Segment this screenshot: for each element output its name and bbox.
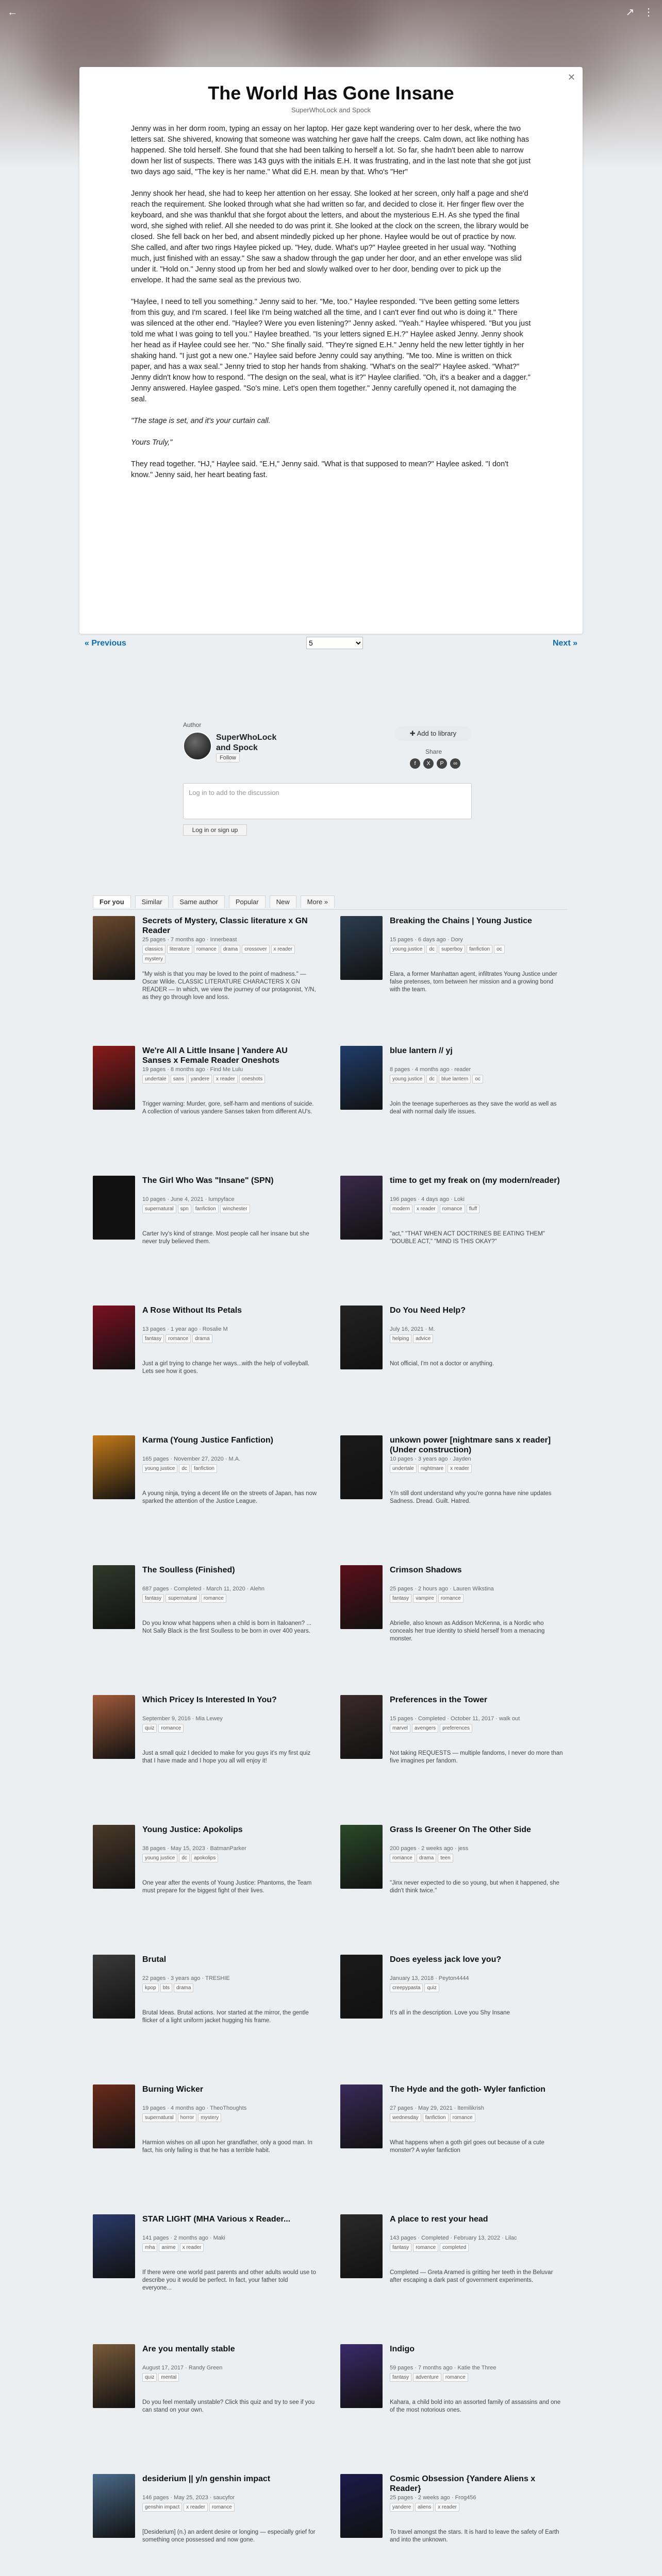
recommendation-title[interactable]: Which Pricey Is Interested In You?: [142, 1696, 277, 1704]
recommendation-description: Brutal Ideas. Brutal actions. Ivor started at the mirror, the gentle flicker of a light uniform jacket hugging his frame.: [142, 2010, 309, 2024]
cover-image[interactable]: [93, 916, 135, 980]
tag-chip[interactable]: nightmare: [418, 1464, 446, 1473]
top-bar: [0, 0, 662, 25]
recommendation-item[interactable]: [340, 1955, 567, 2058]
tag-chip[interactable]: horror: [178, 2113, 197, 2122]
tag-chip[interactable]: drama: [192, 1334, 212, 1343]
add-to-library-label: Add to library: [417, 730, 457, 737]
tag-list: [142, 1205, 318, 1228]
tag-chip[interactable]: drama: [417, 1854, 436, 1862]
tag-chip[interactable]: advice: [413, 1334, 433, 1343]
cover-image[interactable]: [93, 1306, 135, 1369]
tag-chip[interactable]: mha: [142, 2243, 157, 2252]
recommendation-item[interactable]: [93, 2474, 320, 2576]
tag-chip[interactable]: sans: [171, 1075, 187, 1083]
recommendation-item[interactable]: [340, 2344, 567, 2447]
tag-chip[interactable]: young justice: [142, 1854, 177, 1862]
tab-popular[interactable]: Popular: [229, 895, 266, 908]
cover-image[interactable]: [93, 2344, 135, 2408]
author-name[interactable]: SuperWhoLock and Spock: [216, 733, 277, 752]
previous-page-link[interactable]: « Previous: [85, 639, 126, 648]
tag-chip[interactable]: x reader: [414, 1205, 438, 1213]
tag-chip[interactable]: romance: [201, 1594, 226, 1603]
recommendation-item[interactable]: [93, 916, 320, 1019]
tag-chip[interactable]: classics: [142, 945, 166, 954]
cover-image[interactable]: [340, 916, 383, 980]
tag-chip[interactable]: x reader: [271, 945, 295, 954]
recommendation-item[interactable]: [93, 1565, 320, 1668]
cover-image[interactable]: [93, 1046, 135, 1110]
recommendation-description: It's all in the description. Love you Shy Insane: [390, 2010, 510, 2016]
tag-list: [390, 1075, 565, 1098]
tag-chip[interactable]: quiz: [142, 2373, 157, 2382]
recommendation-title[interactable]: We're All A Little Insane | Yandere AU Sanses x Female Reader Oneshots: [142, 1046, 288, 1065]
recommendation-description: Kahara, a child bold into an assorted family of assassins and one of the most notorious ones.: [390, 2399, 561, 2413]
recommendation-meta: 141 pages · 2 months ago · Maki: [142, 2235, 225, 2241]
recommendation-meta: 10 pages · 3 years ago · Jayden: [390, 1456, 471, 1462]
tag-chip[interactable]: x reader: [448, 1464, 472, 1473]
recommendation-description: Y/n still dont understand why you're gonna have nine updates Sadness. Dread. Guilt. Hatred.: [390, 1490, 552, 1504]
recommendation-item[interactable]: [93, 1695, 320, 1798]
tag-chip[interactable]: fanfiction: [191, 1464, 217, 1473]
tag-chip[interactable]: fluff: [467, 1205, 480, 1213]
tag-chip[interactable]: undertale: [142, 1075, 169, 1083]
tag-chip[interactable]: supernatural: [166, 1594, 200, 1603]
tag-chip[interactable]: drama: [221, 945, 240, 954]
cover-image[interactable]: [93, 2474, 135, 2538]
tag-list: [142, 1724, 318, 1748]
more-icon[interactable]: ⋮: [643, 7, 654, 18]
facebook-icon[interactable]: f: [410, 758, 420, 769]
recommendation-title[interactable]: The Soulless (Finished): [142, 1566, 235, 1574]
recommendation-title[interactable]: blue lantern // yj: [390, 1046, 453, 1055]
tag-list: [142, 2373, 318, 2397]
tag-chip[interactable]: vampire: [413, 1594, 437, 1603]
tag-chip[interactable]: blue lantern: [439, 1075, 471, 1083]
tag-chip[interactable]: winchester: [220, 1205, 250, 1213]
tag-chip[interactable]: young justice: [390, 945, 425, 954]
cover-image[interactable]: [340, 1955, 383, 2019]
recommendation-description: Elara, a former Manhattan agent, infiltrates Young Justice under false pretenses, torn between her mission and a growing bond with the team.: [390, 971, 557, 993]
cover-image[interactable]: [340, 1695, 383, 1759]
recommendation-meta: 200 pages · 2 weeks ago · jess: [390, 1845, 469, 1852]
cover-image[interactable]: [340, 2344, 383, 2408]
recommendation-title[interactable]: desiderium || y/n genshin impact: [142, 2475, 271, 2483]
recommendation-description: Do you know what happens when a child is born in Italoanen? ... Not Sally Black is the first Soulless to be born in over 400 years.: [142, 1620, 311, 1634]
recommendation-item[interactable]: [340, 1046, 567, 1149]
recommendation-item[interactable]: [340, 1565, 567, 1668]
recommendation-title[interactable]: Does eyeless jack love you?: [390, 1955, 502, 1964]
recommendation-meta: 25 pages · 7 months ago · Innerbeast: [142, 937, 237, 943]
recommendation-description: What happens when a goth girl goes out because of a cute monster? A wyler fanfiction: [390, 2140, 544, 2154]
recommendation-item[interactable]: [93, 2344, 320, 2447]
tag-chip[interactable]: kpop: [142, 1984, 159, 1992]
recommendation-title[interactable]: time to get my freak on (my modern/reader): [390, 1176, 560, 1185]
cover-image[interactable]: [93, 1565, 135, 1629]
recommendation-item[interactable]: [340, 1825, 567, 1928]
recommendation-title[interactable]: Crimson Shadows: [390, 1566, 462, 1574]
tag-chip[interactable]: fantasy: [390, 1594, 411, 1603]
recommendation-meta: 687 pages · Completed · March 11, 2020 · Alehn: [142, 1586, 265, 1592]
recommendation-item[interactable]: [93, 1306, 320, 1409]
recommendation-description: If there were one world past parents and other adults would use to describe you it would be perfect. In fact, your father told everyone...: [142, 2269, 316, 2291]
close-icon[interactable]: ✕: [567, 72, 575, 82]
tag-list: [142, 945, 318, 969]
tag-list: [142, 2243, 318, 2267]
recommendation-tabs: [93, 895, 567, 910]
tag-chip[interactable]: oneshots: [239, 1075, 266, 1083]
tag-chip[interactable]: romance: [158, 1724, 184, 1733]
cover-image[interactable]: [93, 2214, 135, 2278]
recommendation-meta: 59 pages · 7 months ago · Katie the Three: [390, 2365, 496, 2371]
recommendation-meta: 13 pages · 1 year ago · Rosalie M: [142, 1326, 228, 1332]
share-icons: [410, 758, 467, 771]
tab-for-you[interactable]: For you: [93, 895, 131, 908]
story-paragraph: "Haylee, I need to tell you something." Jenny said to her. "Me, too." Haylee responded. "I've been getting some letters from this guy, and I'm scared. I feel like I'm being watched all the time, and I can't ever find out who is doing it." There was silenced at the other end. "Haylee? Were you even listening?" Jenny asked. "Yeah." Haylee whispered. "But you just told me what I was going to tell you." Haylee breathed. "Is your letters signed E.H.?" Haylee asked Jenny. Jenny shook her head as if Haylee could see her. "No." She finally said. "They're signed E.H." Jenny held the new letter tightly in her shaking hand. "I just got a new one." Haylee said before Jenny could say anything. "Me too. Mine is written on thick paper, and has a wax seal." Jenny tried to stop her hands from shaking. "What's on the seal?" Haylee asked. "What?" Jenny didn't know how to respond. "The design on the seal, what is it?" Haylee clarified. "Oh, it's a beaker and a dagger." Jenny answered. Haylee gasped. "So's mine. Let's open them together." Jenny carefully opened it, not damaging the seal.: [131, 298, 531, 403]
tag-list: [390, 1205, 565, 1228]
story-subtitle: SuperWhoLock and Spock: [291, 106, 371, 114]
tag-chip[interactable]: spn: [178, 1205, 191, 1213]
cover-image[interactable]: [340, 2084, 383, 2148]
tag-list: [390, 1334, 565, 1358]
recommendation-meta: 10 pages · June 4, 2021 · lumpyface: [142, 1196, 235, 1202]
tag-chip[interactable]: quiz: [142, 1724, 157, 1733]
tag-list: [142, 1075, 318, 1098]
recommendation-item[interactable]: [93, 2084, 320, 2188]
recommendation-description: Not official, I'm not a doctor or anything.: [390, 1361, 494, 1367]
recommendation-title[interactable]: Breaking the Chains | Young Justice: [390, 917, 532, 925]
tag-chip[interactable]: romance: [166, 1334, 191, 1343]
recommendation-title[interactable]: Are you mentally stable: [142, 2345, 235, 2353]
recommendation-meta: August 17, 2017 · Randy Green: [142, 2365, 223, 2371]
tag-chip[interactable]: x reader: [184, 2503, 208, 2512]
tag-chip[interactable]: fantasy: [142, 1334, 164, 1343]
author-label: Author: [183, 721, 202, 728]
tag-chip[interactable]: x reader: [180, 2243, 204, 2252]
link-icon[interactable]: ∞: [450, 758, 460, 769]
recommendation-title[interactable]: Grass Is Greener On The Other Side: [390, 1825, 531, 1834]
recommendation-meta: 19 pages · 4 months ago · TheoThoughts: [142, 2105, 247, 2111]
recommendation-description: Just a small quiz I decided to make for you guys it's my first quiz that I have made and I hope you all will enjoy it!: [142, 1750, 311, 1764]
recommendation-meta: 8 pages · 4 months ago · reader: [390, 1066, 471, 1073]
recommendation-item[interactable]: [93, 1955, 320, 2058]
follow-button[interactable]: Follow: [216, 753, 240, 762]
tab-similar[interactable]: Similar: [135, 895, 169, 908]
tag-chip[interactable]: supernatural: [142, 1205, 176, 1213]
recommendation-description: Join the teenage superheroes as they save the world as well as deal with normal daily life issues.: [390, 1101, 557, 1115]
recommendation-title[interactable]: Brutal: [142, 1955, 167, 1964]
recommendation-description: Abrielle, also known as Addison McKenna, is a Nordic who conceals her true identity to shield herself from a menacing monster.: [390, 1620, 545, 1642]
recommendation-title[interactable]: Karma (Young Justice Fanfiction): [142, 1436, 273, 1445]
tag-chip[interactable]: quiz: [424, 1984, 439, 1992]
tag-chip[interactable]: yandere: [188, 1075, 212, 1083]
plus-icon: ✚: [409, 730, 417, 737]
tag-chip[interactable]: x reader: [213, 1075, 238, 1083]
tag-chip[interactable]: fanfiction: [467, 945, 492, 954]
recommendation-description: Harmion wishes on all upon her grandfather, only a good man. In fact, his only failing is that he has a terrible habit.: [142, 2140, 312, 2154]
tag-chip[interactable]: fanfiction: [423, 2113, 449, 2122]
story-body: [131, 124, 531, 492]
recommendation-description: Carter Ivy's kind of strange. Most people call her insane but she never truly believed them.: [142, 1231, 309, 1245]
tag-chip[interactable]: romance: [443, 2373, 468, 2382]
tag-chip[interactable]: avengers: [412, 1724, 438, 1733]
recommendation-description: Trigger warning: Murder, gore, self-harm and mentions of suicide. A collection of various yandere Sanses taken from different AU's.: [142, 1101, 314, 1115]
recommendation-description: [Desiderium] (n.) an ardent desire or longing — especially grief for something once possessed and now gone.: [142, 2529, 316, 2543]
recommendation-title[interactable]: A place to rest your head: [390, 2215, 488, 2224]
tag-chip[interactable]: oc: [472, 1075, 483, 1083]
tag-chip[interactable]: x reader: [435, 2503, 459, 2512]
story-paragraph: Jenny shook her head, she had to keep her attention on her essay. She looked at her screen, only half a page and she'd reach the requirement. She looked through what she had written so far, and decided to close it. Her finger flew over the keyboard, and she was thankful that she forgot about the letters, and about the mysterious E.H. As she typed the final word, she sighed with relief. All she needed to do was print it. She looked at the clock on the screen, the library would be closed. She fell back on her bed, and absent mindedly picked up her phone. Haylee would be out of practice by now. She called, and after two rings Haylee picked up. "Hey, dude. What's up?" Haylee greeted in her usual way. "Nothing much, just finished with an essay." She saw a shadow through the gap under her door, and an ether envelope was slid under it. "Hold on." Jenny stood up from her bed and slowly walked over to her door, bending over to pick up the envelope. It had the same seal as the previous two.: [131, 190, 529, 284]
story-card: [79, 67, 583, 634]
tag-chip[interactable]: teen: [438, 1854, 453, 1862]
tag-chip[interactable]: bts: [160, 1984, 172, 1992]
share-label: Share: [425, 748, 442, 755]
tag-list: [390, 1464, 565, 1488]
recommendation-title[interactable]: The Girl Who Was "Insane" (SPN): [142, 1176, 274, 1185]
recommendation-item[interactable]: [340, 2474, 567, 2576]
recommendation-item[interactable]: [340, 1695, 567, 1798]
recommendation-meta: 22 pages · 3 years ago · TRESHIE: [142, 1975, 230, 1981]
recommendation-item[interactable]: [93, 1046, 320, 1149]
tag-chip[interactable]: romance: [450, 2113, 475, 2122]
cover-image[interactable]: [93, 1825, 135, 1889]
cover-image[interactable]: [340, 1435, 383, 1499]
tag-list: [390, 2243, 565, 2267]
recommendation-meta: January 13, 2018 · Peyton4444: [390, 1975, 469, 1981]
recommendation-description: "My wish is that you may be loved to the point of madness." —Oscar Wilde. CLASSIC LITERATURE CHARACTERS X GN READER — In which, we view the journey of our protagonist, Y/N, as they go through love and loss.: [142, 971, 316, 1001]
tag-chip[interactable]: literature: [167, 945, 192, 954]
recommendation-item[interactable]: [93, 1435, 320, 1538]
recommendation-meta: 196 pages · 4 days ago · Loki: [390, 1196, 465, 1202]
back-arrow-icon[interactable]: ←: [7, 7, 18, 18]
recommendation-item[interactable]: [93, 1176, 320, 1279]
story-title: The World Has Gone Insane: [208, 82, 454, 104]
tag-list: [390, 1984, 565, 2007]
tag-list: [142, 1854, 318, 1877]
tag-chip[interactable]: anime: [159, 2243, 178, 2252]
recommendation-description: "Jinx never expected to die so young, but when it happened, she didn't think twice.": [390, 1880, 559, 1894]
cover-image[interactable]: [93, 1435, 135, 1499]
recommendation-meta: 146 pages · May 25, 2023 · saucyfor: [142, 2495, 235, 2501]
comment-input[interactable]: Log in to add to the discussion: [183, 783, 472, 819]
tag-chip[interactable]: dc: [179, 1854, 190, 1862]
pager: [79, 634, 583, 654]
recommendation-title[interactable]: Preferences in the Tower: [390, 1696, 488, 1704]
recommendation-meta: 27 pages · May 29, 2021 · ltemilikrish: [390, 2105, 484, 2111]
cover-image[interactable]: [340, 1046, 383, 1110]
recommendation-item[interactable]: [340, 2084, 567, 2188]
tag-chip[interactable]: dc: [426, 1075, 437, 1083]
recommendation-item[interactable]: [340, 1306, 567, 1409]
cover-image[interactable]: [340, 2474, 383, 2538]
tag-chip[interactable]: young justice: [390, 1075, 425, 1083]
tag-chip[interactable]: supernatural: [142, 2113, 176, 2122]
tag-chip[interactable]: aliens: [415, 2503, 434, 2512]
recommendation-title[interactable]: STAR LIGHT (MHA Various x Reader...: [142, 2215, 291, 2224]
share-icon[interactable]: ↗: [625, 7, 635, 18]
tag-chip[interactable]: romance: [413, 2243, 438, 2252]
tag-chip[interactable]: completed: [440, 2243, 469, 2252]
avatar[interactable]: [183, 732, 212, 760]
tag-chip[interactable]: fantasy: [142, 1594, 164, 1603]
tag-chip[interactable]: preferences: [440, 1724, 472, 1733]
cover-image[interactable]: [340, 1306, 383, 1369]
tag-chip[interactable]: young justice: [142, 1464, 177, 1473]
tag-chip[interactable]: fanfiction: [193, 1205, 219, 1213]
tag-chip[interactable]: drama: [174, 1984, 193, 1992]
tag-chip[interactable]: apokolips: [191, 1854, 218, 1862]
tab-same-author[interactable]: Same author: [173, 895, 224, 908]
tag-chip[interactable]: undertale: [390, 1464, 417, 1473]
recommendation-description: To travel amongst the stars. It is hard to leave the safety of Earth and into the unknown.: [390, 2529, 559, 2543]
tag-chip[interactable]: romance: [440, 1205, 465, 1213]
tag-chip[interactable]: romance: [209, 2503, 235, 2512]
recommendation-meta: 15 pages · 6 days ago · Dory: [390, 937, 463, 943]
recommendation-title[interactable]: unkown power [nightmare sans x reader] (Under construction): [390, 1436, 551, 1454]
recommendation-meta: July 16, 2021 · M.: [390, 1326, 435, 1332]
recommendation-item[interactable]: [340, 916, 567, 1019]
recommendation-title[interactable]: A Rose Without Its Petals: [142, 1306, 242, 1315]
recommendation-meta: 25 pages · 2 weeks ago · Frog456: [390, 2495, 476, 2501]
tag-chip[interactable]: oc: [494, 945, 505, 954]
recommendation-meta: 165 pages · November 27, 2020 · M.A.: [142, 1456, 241, 1462]
recommendation-description: A young ninja, trying a decent life on the streets of Japan, has now sparked the attention of the Justice League.: [142, 1490, 317, 1504]
cover-image[interactable]: [93, 1176, 135, 1240]
recommendation-item[interactable]: [340, 1176, 567, 1279]
recommendation-meta: 38 pages · May 15, 2023 · BatmanParker: [142, 1845, 246, 1852]
tag-chip[interactable]: helping: [390, 1334, 411, 1343]
tag-list: [142, 1984, 318, 2007]
cover-image[interactable]: [93, 2084, 135, 2148]
tag-chip[interactable]: mystery: [142, 955, 166, 963]
tag-list: [390, 2113, 565, 2137]
recommendation-title[interactable]: The Hyde and the goth- Wyler fanfiction: [390, 2085, 545, 2094]
recommendation-meta: 19 pages · 8 months ago · Find Me Lulu: [142, 1066, 243, 1073]
cover-image[interactable]: [93, 1695, 135, 1759]
recommendation-title[interactable]: Indigo: [390, 2345, 415, 2353]
tag-chip[interactable]: romance: [194, 945, 219, 954]
story-paragraph: Jenny was in her dorm room, typing an essay on her laptop. Her gaze kept wandering over to her desk, where the two letters sat. She shivered, knowing that someone was watching her gave half the creeps. Calm down, act like nothing has happened. She told herself. She found that she had been talking to herself a lot. So far, she hadn't been able to narrow down her list of suspects. There was 143 guys with the initials E.H. It was frustrating, and in the last note that she got just two days ago said, "The key is her name." What did E.H. mean by that. Who's "Her": [131, 125, 531, 176]
add-to-library-button[interactable]: [394, 726, 472, 741]
next-page-link[interactable]: Next »: [552, 639, 577, 648]
page-select[interactable]: [306, 637, 363, 649]
recommendation-title[interactable]: Do You Need Help?: [390, 1306, 466, 1315]
recommendation-description: "act," "THAT WHEN ACT DOCTRINES BE EATING THEM" "DOUBLE ACT," "MIND IS THIS OKAY?": [390, 1231, 545, 1245]
tag-chip[interactable]: genshin impact: [142, 2503, 182, 2512]
tag-chip[interactable]: modern: [390, 1205, 412, 1213]
recommendation-item[interactable]: [340, 2214, 567, 2317]
tag-list: [390, 1594, 565, 1618]
tag-list: [142, 1334, 318, 1358]
tag-list: [142, 2503, 318, 2527]
recommendation-description: Just a girl trying to change her ways...with the help of volleyball. Lets see how it goes.: [142, 1361, 310, 1375]
tag-list: [390, 2503, 565, 2527]
tag-list: [390, 945, 565, 969]
login-button[interactable]: Log in or sign up: [183, 824, 247, 836]
tag-chip[interactable]: superboy: [439, 945, 465, 954]
recommendation-meta: 143 pages · Completed · February 13, 2022 · Lilac: [390, 2235, 517, 2241]
recommendation-item[interactable]: [340, 1435, 567, 1538]
recommendation-title[interactable]: Cosmic Obsession {Yandere Aliens x Reader}: [390, 2475, 536, 2493]
recommendation-title[interactable]: Secrets of Mystery, Classic literature x GN Reader: [142, 917, 308, 935]
tag-chip[interactable]: fantasy: [390, 2373, 411, 2382]
recommendation-item[interactable]: [93, 1825, 320, 1928]
tag-chip[interactable]: adventure: [413, 2373, 441, 2382]
recommendation-meta: 25 pages · 2 hours ago · Lauren Wikstina: [390, 1586, 494, 1592]
tab-more[interactable]: More »: [301, 895, 335, 908]
tag-chip[interactable]: mystery: [198, 2113, 221, 2122]
tag-list: [390, 1724, 565, 1748]
recommendation-title[interactable]: Young Justice: Apokolips: [142, 1825, 243, 1834]
cover-image[interactable]: [340, 1825, 383, 1889]
tag-list: [390, 2373, 565, 2397]
tag-chip[interactable]: dc: [426, 945, 437, 954]
tag-chip[interactable]: marvel: [390, 1724, 410, 1733]
cover-image[interactable]: [340, 1176, 383, 1240]
recommendation-title[interactable]: Burning Wicker: [142, 2085, 204, 2094]
tag-chip[interactable]: wednesday: [390, 2113, 421, 2122]
recommendation-meta: 15 pages · Completed · October 11, 2017 · walk out: [390, 1716, 520, 1722]
pinterest-icon[interactable]: P: [437, 758, 447, 769]
story-paragraph: They read together. "HJ," Haylee said. "E.H," Jenny said. "What is that supposed to mean?" Haylee asked. "I don't know." Jenny said, her heart beating fast.: [131, 460, 508, 479]
recommendation-description: Completed — Greta Aramed is gritting her teeth in the Beluvar after escaping a dark past of government experiments.: [390, 2269, 553, 2283]
tag-list: [142, 2113, 318, 2137]
tag-chip[interactable]: dc: [179, 1464, 190, 1473]
tag-chip[interactable]: yandere: [390, 2503, 413, 2512]
story-paragraph: Yours Truly,": [131, 438, 173, 447]
tag-chip[interactable]: romance: [390, 1854, 415, 1862]
author-section: [183, 721, 479, 850]
tag-chip[interactable]: crossover: [242, 945, 269, 954]
recommendation-description: Do you feel mentally unstable? Click this quiz and try to see if you can stand on your own.: [142, 2399, 315, 2413]
tag-list: [142, 1594, 318, 1618]
story-paragraph: "The stage is set, and it's your curtain call.: [131, 417, 271, 425]
cover-image[interactable]: [340, 1565, 383, 1629]
tag-chip[interactable]: mental: [158, 2373, 179, 2382]
tab-new[interactable]: New: [270, 895, 296, 908]
tag-chip[interactable]: creepypasta: [390, 1984, 423, 1992]
tag-chip[interactable]: romance: [438, 1594, 464, 1603]
tag-list: [390, 1854, 565, 1877]
tag-list: [142, 1464, 318, 1488]
twitter-icon[interactable]: X: [423, 758, 434, 769]
recommendation-meta: September 9, 2016 · Mia Lewey: [142, 1716, 223, 1722]
cover-image[interactable]: [93, 1955, 135, 2019]
recommendation-item[interactable]: [93, 2214, 320, 2317]
tag-chip[interactable]: fantasy: [390, 2243, 411, 2252]
cover-image[interactable]: [340, 2214, 383, 2278]
recommendation-description: One year after the events of Young Justice: Phantoms, the Team must prepare for the biggest fight of their lives.: [142, 1880, 312, 1894]
recommendation-description: Not taking REQUESTS — multiple fandoms, I never do more than five imagines per fandom.: [390, 1750, 563, 1764]
